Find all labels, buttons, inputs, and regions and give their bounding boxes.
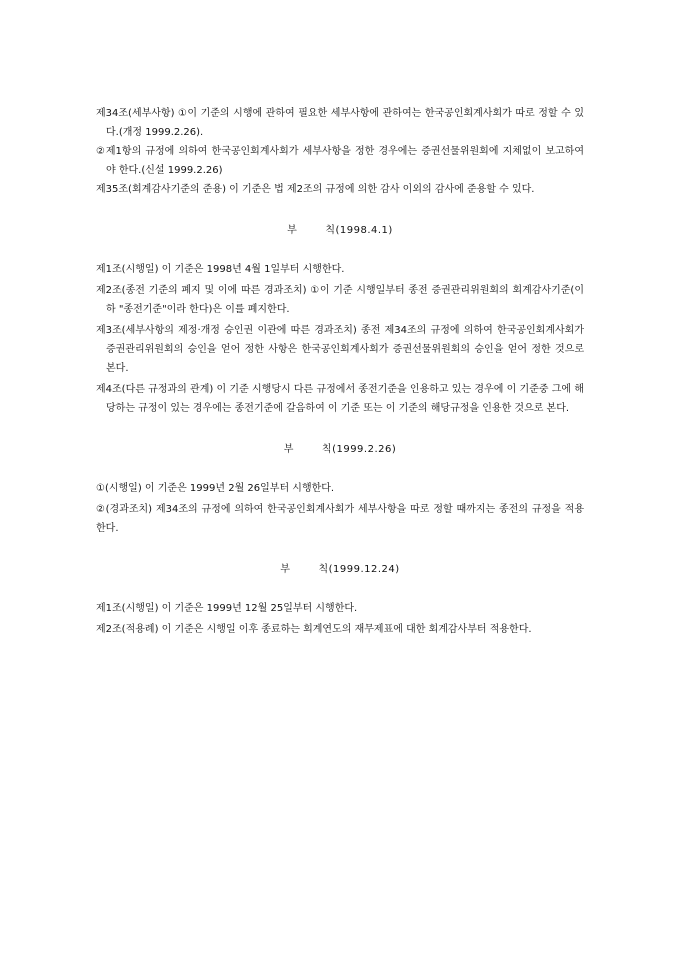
addendum-1999-12-article-2: 제2조(적용례) 이 기준은 시행일 이후 종료하는 회계연도의 재무제표에 대한 회계감사부터 적용한다.: [96, 624, 532, 635]
addendum-1999-02-item-1: ①(시행일) 이 기준은 1999년 2월 26일부터 시행한다.: [96, 483, 335, 494]
addendum-heading-suffix: 칙(1999.12.24): [318, 564, 400, 575]
addendum-heading-suffix: 칙(1999.2.26): [321, 444, 397, 455]
addendum-1999-02-item-2: ②(경과조치) 제34조의 규정에 의하여 한국공인회계사회가 세부사항을 따로 정할 때까지는 종전의 규정을 적용한다.: [96, 504, 584, 534]
addendum-heading-1998: [96, 221, 584, 240]
addendum-1999-12-article-1: 제1조(시행일) 이 기준은 1999년 12월 25일부터 시행한다.: [96, 603, 358, 614]
addendum-1999-02-section: [96, 440, 584, 538]
addendum-heading-prefix: 부: [287, 225, 298, 236]
addendum-1998-section: [96, 221, 584, 418]
article-34-para-1: 제34조(세부사항) ①이 기준의 시행에 관하여 필요한 세부사항에 관하여는 한국공인회계사회가 따로 정할 수 있다.(개정 1999.2.26).: [96, 108, 584, 138]
addendum-1998-article-2: 제2조(종전 기준의 폐지 및 이에 따른 경과조치) ①이 기준 시행일부터 종전 증권관리위원회의 회계감사기준(이하 "종전기준"이라 한다)은 이를 폐지한다.: [96, 285, 584, 315]
article-34-para-2: ②제1항의 규정에 의하여 한국공인회계사회가 세부사항을 정한 경우에는 증권선물위원회에 지체없이 보고하여야 한다.(신설 1999.2.26): [96, 146, 584, 176]
addendum-heading-prefix: 부: [280, 564, 291, 575]
articles-section: [96, 104, 584, 199]
addendum-1999-12-section: [96, 560, 584, 639]
addendum-heading-1999-02: [96, 440, 584, 459]
addendum-heading-prefix: 부: [283, 444, 294, 455]
addendum-1998-article-4: 제4조(다른 규정과의 관계) 이 기준 시행당시 다른 규정에서 종전기준을 인용하고 있는 경우에 이 기준중 그에 해당하는 규정이 있는 경우에는 종전기준에 갈음하여 이 기준 또는 이 기준의 해당규정을 인용한 것으로 본다.: [96, 384, 584, 414]
article-35: 제35조(회계감사기준의 준용) 이 기준은 법 제2조의 규정에 의한 감사 이외의 감사에 준용할 수 있다.: [96, 184, 535, 195]
document-body: [96, 104, 584, 641]
addendum-1998-article-3: 제3조(세부사항의 제정·개정 승인권 이관에 따른 경과조치) 종전 제34조의 규정에 의하여 한국공인회계사회가 증권관리위원회의 승인을 얻어 정한 사항은 한국공인회계사회가 증권선물위원회의 승인을 얻어 정한 것으로 본다.: [96, 325, 584, 374]
addendum-heading-1999-12: [96, 560, 584, 579]
addendum-1998-article-1: 제1조(시행일) 이 기준은 1998년 4월 1일부터 시행한다.: [96, 264, 345, 275]
addendum-heading-suffix: 칙(1998.4.1): [325, 225, 393, 236]
